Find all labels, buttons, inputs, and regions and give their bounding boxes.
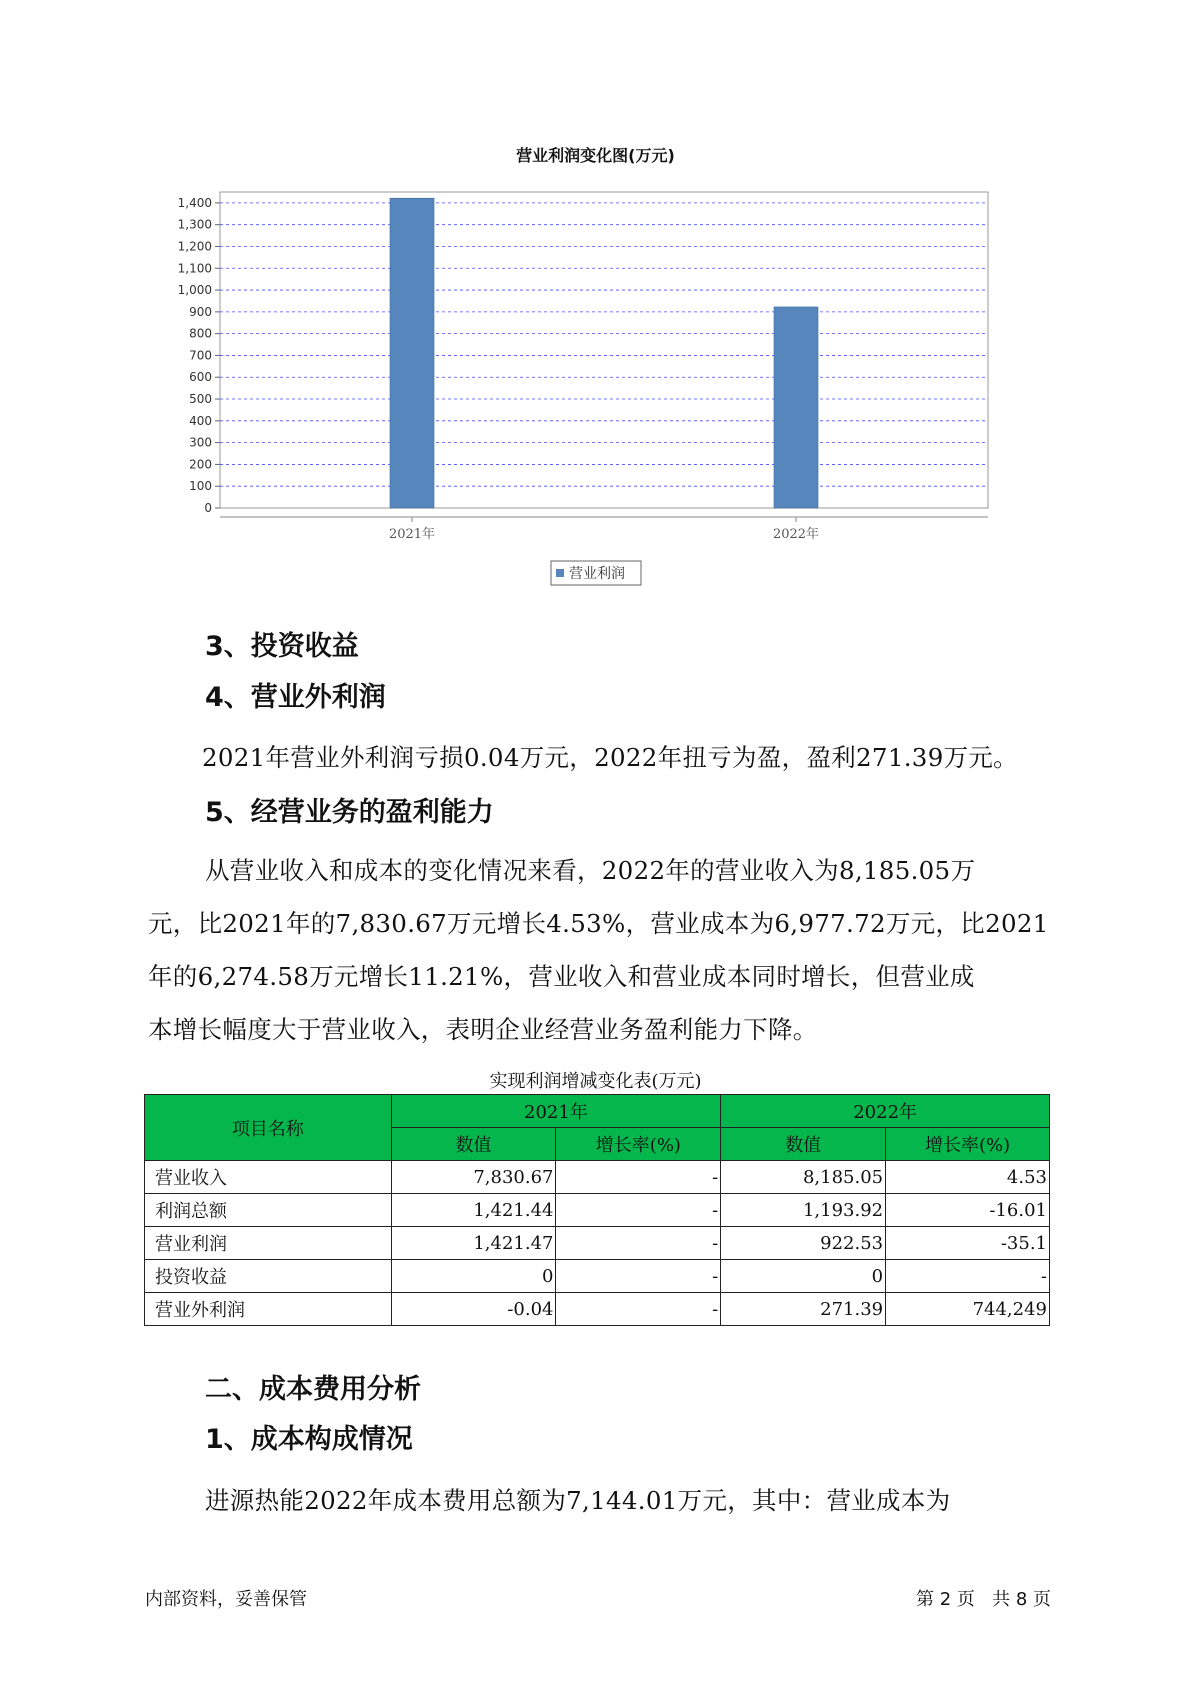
value-2022: 271.39 xyxy=(721,1293,886,1326)
profit-table xyxy=(144,1094,1050,1326)
table-row xyxy=(145,1161,1050,1194)
y-tick-label: 900 xyxy=(189,304,212,319)
header-value-2022: 数值 xyxy=(721,1128,886,1161)
rate-2021: - xyxy=(556,1227,721,1260)
y-tick-label: 800 xyxy=(189,326,212,341)
heading-cost-analysis: 二、成本费用分析 xyxy=(205,1374,421,1405)
heading-investment-income: 3、投资收益 xyxy=(205,631,359,662)
rate-2022: -35.1 xyxy=(886,1227,1050,1260)
rate-2022: 744,249 xyxy=(886,1293,1050,1326)
x-tick-label: 2021年 xyxy=(388,527,436,542)
rate-2021: - xyxy=(556,1194,721,1227)
paragraph-line-1: 从营业收入和成本的变化情况来看，2022年的营业收入为8,185.05万 xyxy=(205,856,976,885)
paragraph-cost-total: 进源热能2022年成本费用总额为7,144.01万元，其中：营业成本为 xyxy=(205,1486,951,1515)
x-tick-label: 2022年 xyxy=(772,527,820,542)
paragraph-line-2: 元，比2021年的7,830.67万元增长4.53%，营业成本为6,977.72万元，比2021 xyxy=(148,909,1049,938)
row-name: 营业利润 xyxy=(145,1227,392,1260)
y-tick-label: 700 xyxy=(189,348,212,363)
row-name: 投资收益 xyxy=(145,1260,392,1293)
heading-non-operating-profit: 4、营业外利润 xyxy=(205,682,386,713)
rate-2021: - xyxy=(556,1293,721,1326)
y-tick-label: 300 xyxy=(189,435,212,450)
value-2021: 0 xyxy=(391,1260,556,1293)
rate-2022: 4.53 xyxy=(886,1161,1050,1194)
header-year-2022: 2022年 xyxy=(721,1095,1050,1128)
legend-label: 营业利润 xyxy=(569,566,625,582)
footer-confidential: 内部资料，妥善保管 xyxy=(145,1589,307,1610)
table-caption: 实现利润增减变化表(万元) xyxy=(489,1071,702,1092)
value-2022: 0 xyxy=(721,1260,886,1293)
chart-title: 营业利润变化图(万元) xyxy=(516,146,675,165)
paragraph-line-3: 年的6,274.58万元增长11.21%，营业收入和营业成本同时增长，但营业成 xyxy=(148,962,975,991)
y-tick-label: 1,000 xyxy=(177,283,212,298)
value-2021: -0.04 xyxy=(391,1293,556,1326)
y-tick-label: 500 xyxy=(189,392,212,407)
y-tick-label: 1,200 xyxy=(177,239,212,254)
y-tick-label: 1,300 xyxy=(177,217,212,232)
value-2021: 1,421.47 xyxy=(391,1227,556,1260)
y-tick-label: 1,100 xyxy=(177,261,212,276)
row-name: 营业外利润 xyxy=(145,1293,392,1326)
value-2022: 922.53 xyxy=(721,1227,886,1260)
header-year-2021: 2021年 xyxy=(391,1095,721,1128)
value-2022: 1,193.92 xyxy=(721,1194,886,1227)
legend-swatch xyxy=(556,569,564,577)
bar-chart xyxy=(160,180,1020,600)
y-tick-label: 200 xyxy=(189,457,212,472)
bar xyxy=(390,198,434,508)
header-rate-2022: 增长率(%) xyxy=(886,1128,1050,1161)
table-row xyxy=(145,1260,1050,1293)
header-value-2021: 数值 xyxy=(391,1128,556,1161)
heading-cost-structure: 1、成本构成情况 xyxy=(205,1424,413,1455)
table-row xyxy=(145,1194,1050,1227)
rate-2022: - xyxy=(886,1260,1050,1293)
y-tick-label: 0 xyxy=(204,501,212,515)
bar xyxy=(774,307,818,508)
paragraph-non-operating: 2021年营业外利润亏损0.04万元，2022年扭亏为盈，盈利271.39万元。 xyxy=(202,743,1018,772)
footer-page-number: 第 2 页 共 8 页 xyxy=(916,1589,1051,1610)
table-row xyxy=(145,1293,1050,1326)
y-tick-label: 400 xyxy=(189,413,212,428)
y-tick-label: 1,400 xyxy=(177,195,212,210)
rate-2021: - xyxy=(556,1260,721,1293)
plot-area xyxy=(220,192,988,508)
heading-profitability: 5、经营业务的盈利能力 xyxy=(205,797,494,828)
value-2021: 7,830.67 xyxy=(391,1161,556,1194)
value-2022: 8,185.05 xyxy=(721,1161,886,1194)
row-name: 利润总额 xyxy=(145,1194,392,1227)
y-tick-label: 600 xyxy=(189,370,212,385)
row-name: 营业收入 xyxy=(145,1161,392,1194)
value-2021: 1,421.44 xyxy=(391,1194,556,1227)
paragraph-line-4: 本增长幅度大于营业收入，表明企业经营业务盈利能力下降。 xyxy=(148,1015,818,1044)
y-tick-label: 100 xyxy=(189,479,212,494)
rate-2021: - xyxy=(556,1161,721,1194)
rate-2022: -16.01 xyxy=(886,1194,1050,1227)
header-rate-2021: 增长率(%) xyxy=(556,1128,721,1161)
table-row xyxy=(145,1227,1050,1260)
header-item-name: 项目名称 xyxy=(145,1095,392,1161)
